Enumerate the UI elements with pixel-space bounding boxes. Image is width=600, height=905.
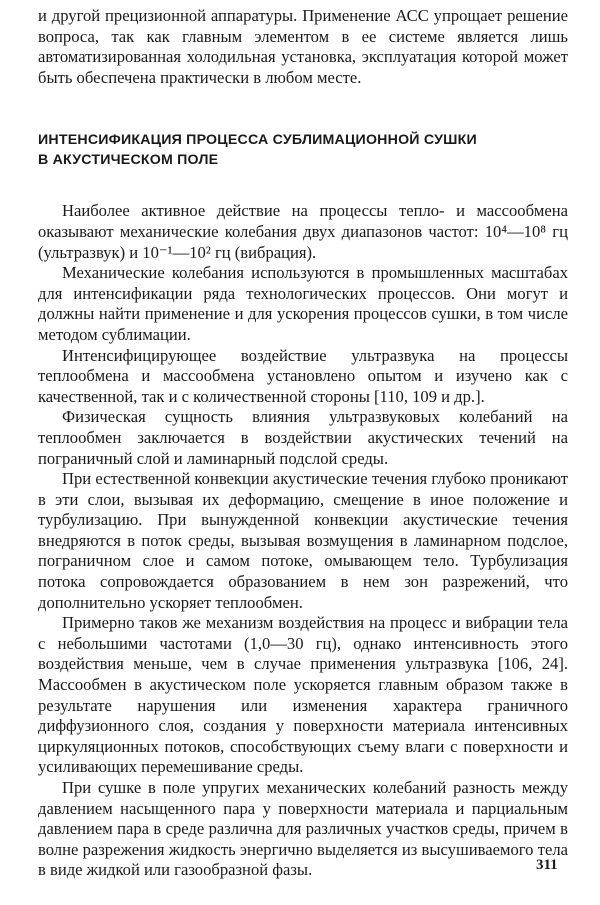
intro-paragraph: и другой прецизионной аппаратуры. Применение АСС упрощает решение вопроса, так как главным элементом в ее системе является лишь автоматизированная холодильная установка, эксплуатация которой может быть обеспечена практически в любом месте. <box>38 6 568 87</box>
body-paragraph: Наиболее активное действие на процессы тепло- и массообмена оказывают механические колебания двух диапазонов частот: 10⁴—10⁸ гц (ультразвук) и 10⁻¹—10² гц (вибрация). <box>38 201 568 262</box>
body-paragraph: Физическая сущность влияния ультразвуковых колебаний на теплообмен заключается в воздействии акустических течений на пограничный слой и ламинарный подслой среды. <box>38 407 568 468</box>
body-paragraph: При естественной конвекции акустические течения глубоко проникают в эти слои, вызывая их деформацию, смещение в иное положение и турбулизацию. При вынужденной конвекции акустические течения внедряются в поток среды, вызывая возмущения в ламинарном подслое, пограничном слое и самом потоке, омывающем тело. Турбулизация потока сопровождается образованием в нем зон разрежений, что дополнительно ускоряет теплообмен. <box>38 469 568 612</box>
body-paragraph: Механические колебания используются в промышленных масштабах для интенсификации ряда технологических процессов. Они могут и должны найти применение и для ускорения процессов сушки, в том числе методом сублимации. <box>38 263 568 344</box>
section-title-line-1: ИНТЕНСИФИКАЦИЯ ПРОЦЕССА СУБЛИМАЦИОННОЙ СУШКИ <box>38 132 477 149</box>
section-heading <box>38 130 568 170</box>
body-paragraph: Интенсифицирующее воздействие ультразвука на процессы теплообмена и массообмена установлено опытом и изучено как с качественной, так и с количественной стороны [110, 109 и др.]. <box>38 345 568 406</box>
section-body <box>38 201 568 881</box>
body-paragraph: Примерно таков же механизм воздействия на процесс и вибрации тела с небольшими частотами (1,0—30 гц), однако интенсивность этого воздействия меньше, чем в случае применения ультразвука [106, 24]. Массообмен в акустическом поле ускоряется главным образом также в результате нарушения или изменения характера граничного диффузионного слоя, создания у поверхности материала интенсивных циркуляционных потоков, способствующих съему влаги с поверхности и усиливающих перемешивание среды. <box>38 613 568 777</box>
body-paragraph: При сушке в поле упругих механических колебаний разность между давлением насыщенного пара у поверхности материала и парциальным давлением пара в среде различна для различных участков среды, причем в волне разрежения жидкость энергично выделяется из высушиваемого тела в виде жидкой или газообразной фазы. <box>38 778 568 880</box>
section-title-line-2: В АКУСТИЧЕСКОМ ПОЛЕ <box>38 152 219 169</box>
page-content <box>38 6 568 881</box>
page-number: 311 <box>536 857 558 873</box>
